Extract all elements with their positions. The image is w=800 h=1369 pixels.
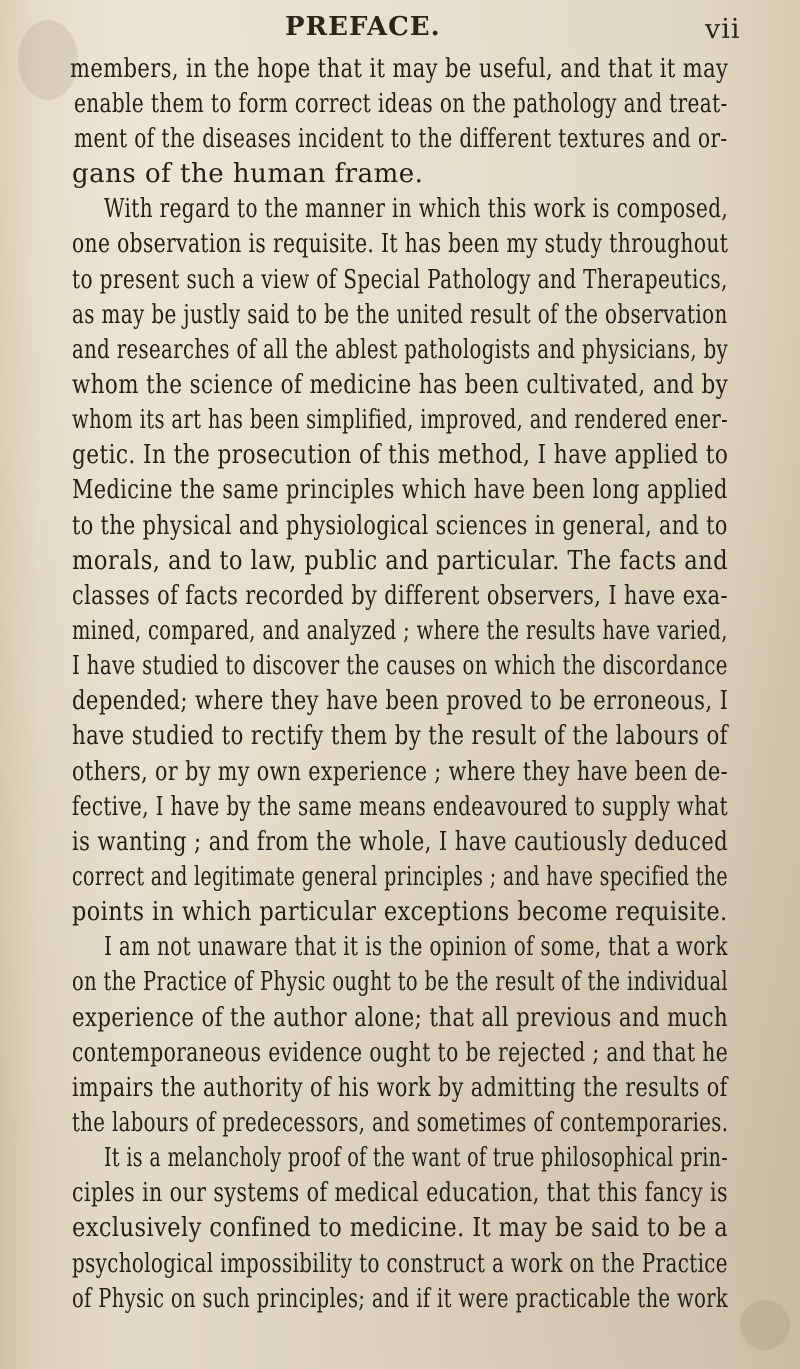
paper-stain [740, 1300, 790, 1350]
text-line: fective, I have by the same means endeavoured to supply what [72, 792, 729, 822]
text-line: exclusively confined to medicine. It may be said to be a [72, 1213, 729, 1243]
text-line: ment of the diseases incident to the different textures and or- [74, 124, 728, 154]
text-line: gans of the human frame. [72, 159, 424, 189]
text-line: morals, and to law, public and particular. The facts and [72, 546, 729, 576]
text-line: others, or by my own experience ; where they have been de- [72, 757, 729, 787]
text-line: getic. In the prosecution of this method, I have applied to [72, 440, 729, 470]
text-line: psychological impossibility to construct a work on the Practice [72, 1249, 728, 1279]
text-line: I am not unaware that it is the opinion of some, that a work [104, 932, 728, 962]
page-number: vii [705, 14, 741, 45]
text-line: contemporaneous evidence ought to be rejected ; and that he [72, 1038, 729, 1068]
text-line: to the physical and physiological sciences in general, and to [72, 511, 728, 541]
text-line: classes of facts recorded by different observers, I have exa- [72, 581, 728, 611]
text-line: of Physic on such principles; and if it were practicable the work [72, 1284, 729, 1314]
text-line: the labours of predecessors, and sometimes of contemporaries. [72, 1108, 729, 1138]
text-line: to present such a view of Special Pathology and Therapeutics, [72, 265, 728, 295]
text-line: experience of the author alone; that all previous and much [72, 1003, 729, 1033]
text-line: and researches of all the ablest pathologists and physicians, by [72, 335, 729, 365]
text-line: have studied to rectify them by the result of the labours of [72, 721, 728, 751]
text-line: members, in the hope that it may be useful, and that it may [70, 54, 729, 84]
running-head [0, 12, 800, 48]
text-line: ciples in our systems of medical education, that this fancy is [72, 1178, 728, 1208]
text-line: whom the science of medicine has been cultivated, and by [72, 370, 729, 400]
running-head-title: PREFACE. [285, 12, 441, 42]
text-line: With regard to the manner in which this work is composed, [104, 194, 729, 224]
text-line: impairs the authority of his work by admitting the results of [72, 1073, 728, 1103]
text-line: enable them to form correct ideas on the pathology and treat- [74, 89, 728, 119]
text-line: on the Practice of Physic ought to be the result of the individual [72, 967, 729, 997]
text-line: It is a melancholy proof of the want of true philosophical prin- [104, 1143, 729, 1173]
text-line: is wanting ; and from the whole, I have cautiously deduced [72, 827, 729, 857]
text-line: one observation is requisite. It has been my study throughout [72, 229, 729, 259]
text-line: mined, compared, and analyzed ; where the results have varied, [72, 616, 728, 646]
text-line: as may be justly said to be the united result of the observation [72, 300, 728, 330]
text-line: correct and legitimate general principles ; and have specified the [72, 862, 728, 892]
text-line: Medicine the same principles which have been long applied [72, 475, 728, 505]
text-line: points in which particular exceptions become requisite. [72, 897, 728, 927]
text-line: I have studied to discover the causes on which the discordance [72, 651, 728, 681]
text-line: depended; where they have been proved to be erroneous, I [72, 686, 729, 716]
text-line: whom its art has been simplified, improved, and rendered ener- [72, 405, 729, 435]
